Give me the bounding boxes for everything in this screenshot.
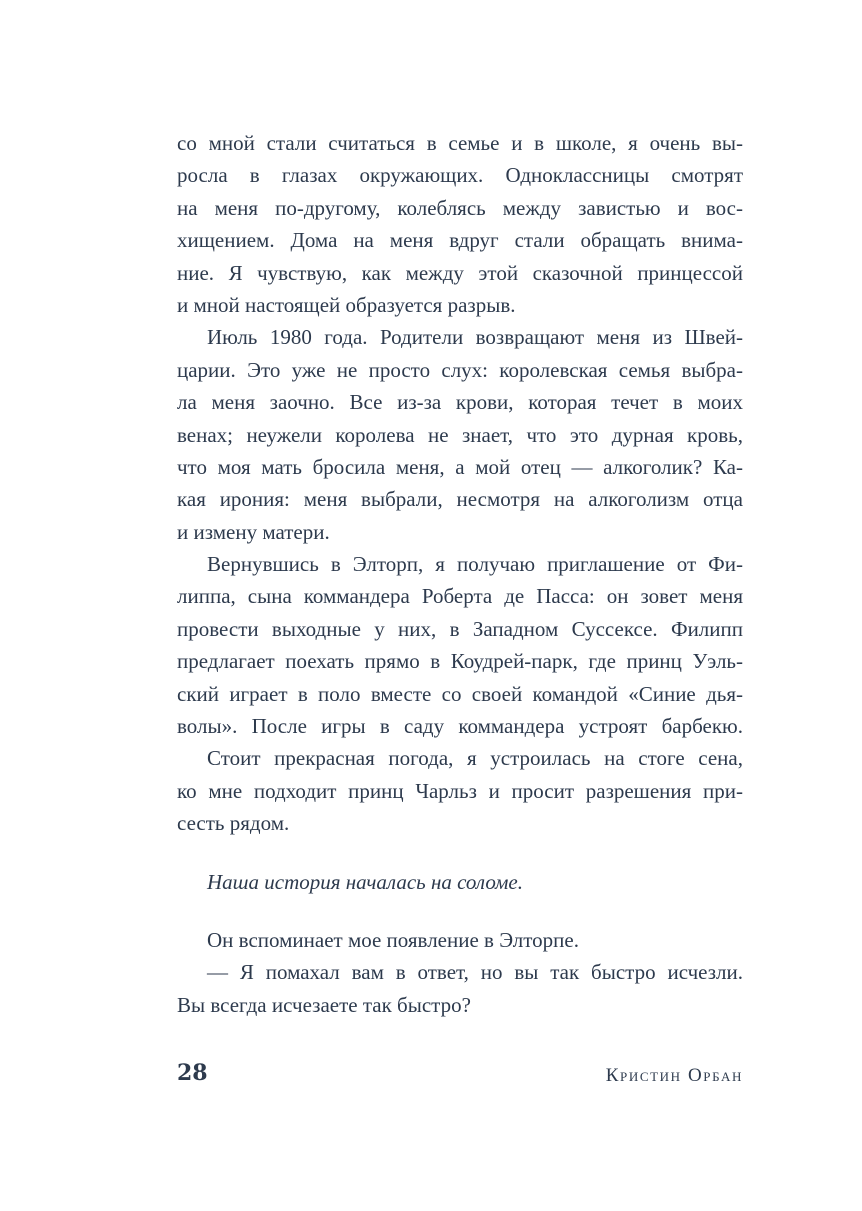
text-line: ла меня заочно. Все из-за крови, которая течет в моих bbox=[177, 390, 743, 415]
text-line: и измену матери. bbox=[177, 519, 330, 544]
text-line: что моя мать бросила меня, а мой отец — алкоголик? Ка- bbox=[177, 454, 743, 479]
text-line: — Я помахал вам в ответ, но вы так быстро исчезли. bbox=[207, 960, 743, 985]
text-line: со мной стали считаться в семье и в школе, я очень вы- bbox=[177, 131, 743, 155]
text-line: ние. Я чувствую, как между этой сказочной принцессой bbox=[177, 260, 743, 285]
text-line: липпа, сына коммандера Роберта де Пасса: он зовет меня bbox=[177, 584, 743, 609]
text-line: Вернувшись в Элторп, я получаю приглашение от Фи- bbox=[207, 552, 743, 577]
text-line: венах; неужели королева не знает, что это дурная кровь, bbox=[177, 422, 743, 447]
running-head-author: Кристин Орбан bbox=[605, 1065, 743, 1086]
paragraph-gap bbox=[177, 840, 743, 866]
text-line: росла в глазах окружающих. Одноклассницы смотрят bbox=[177, 163, 743, 188]
text-line: Июль 1980 года. Родители возвращают меня из Швей- bbox=[207, 325, 743, 350]
page-footer bbox=[177, 1060, 743, 1094]
paragraph-gap bbox=[177, 898, 743, 924]
italic-line: Наша история началась на соломе. bbox=[207, 869, 523, 894]
text-line: сесть рядом. bbox=[177, 811, 290, 836]
text-line: и мной настоящей образуется разрыв. bbox=[177, 292, 516, 317]
body-text bbox=[177, 127, 743, 1021]
text-line: на меня по-другому, колеблясь между завистью и вос- bbox=[177, 195, 743, 220]
text-line: ко мне подходит принц Чарльз и просит разрешения при- bbox=[177, 778, 743, 803]
text-line: Вы всегда исчезаете так быстро? bbox=[177, 992, 471, 1017]
text-line: хищением. Дома на меня вдруг стали обращать внима- bbox=[177, 228, 743, 253]
text-line: Он вспоминает мое появление в Элторпе. bbox=[207, 927, 579, 952]
text-line: провести выходные у них, в Западном Суссексе. Филипп bbox=[177, 616, 743, 641]
text-line: царии. Это уже не просто слух: королевская семья выбра- bbox=[177, 357, 743, 382]
text-line: Стоит прекрасная погода, я устроилась на стоге сена, bbox=[207, 746, 743, 771]
page-number: 28 bbox=[177, 1060, 208, 1086]
text-line: кая ирония: меня выбрали, несмотря на алкоголизм отца bbox=[177, 487, 743, 512]
text-line: предлагает поехать прямо в Коудрей-парк, где принц Уэль- bbox=[177, 649, 743, 674]
text-line: волы». После игры в саду коммандера устроят барбекю. bbox=[177, 714, 743, 739]
text-line: ский играет в поло вместе со своей командой «Синие дья- bbox=[177, 681, 743, 706]
